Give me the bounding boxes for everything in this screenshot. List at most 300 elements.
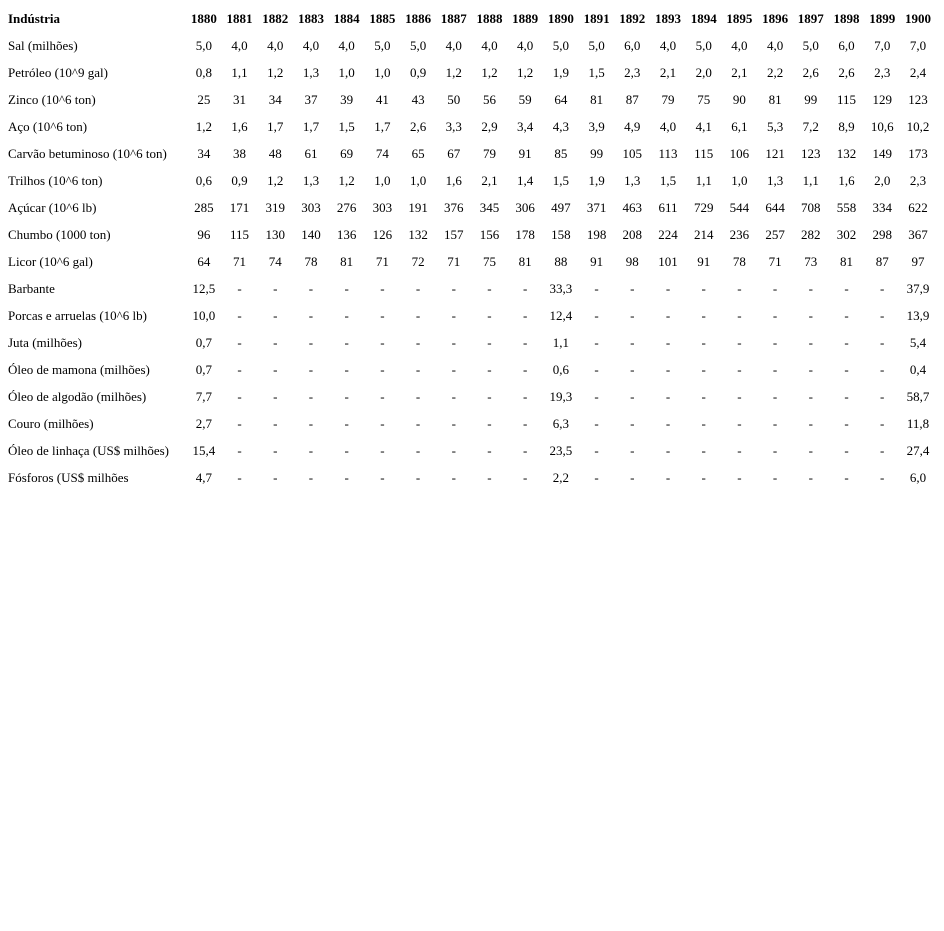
value-cell: 729 [693,199,714,215]
value-cell: 78 [732,253,746,269]
value-cell: - [772,361,778,377]
value-cell: - [308,415,314,431]
value-cell: 71 [768,253,782,269]
value-cell: 0,7 [195,334,212,350]
value-cell: 2,6 [409,118,427,134]
value-cell: - [415,415,421,431]
row-label: Barbante [8,280,55,296]
value-cell: 69 [340,145,354,161]
value-cell: - [808,442,813,458]
value-cell: 7,0 [909,37,927,53]
value-cell: 0,4 [909,361,927,377]
value-cell: 132 [408,226,428,242]
value-cell: - [523,415,528,431]
table-row [8,356,936,383]
value-cell: 376 [444,199,464,215]
value-cell: 544 [729,199,750,215]
value-cell: 5,0 [552,37,569,53]
value-cell: 126 [372,226,393,242]
value-cell: 173 [908,145,928,161]
value-cell: - [808,334,813,350]
value-cell: - [237,415,242,431]
value-cell: - [737,334,742,350]
row-label: Petróleo (10^9 gal) [8,64,108,80]
value-cell: - [594,361,599,377]
value-cell: - [701,334,706,350]
value-cell: 4,3 [552,118,569,134]
value-cell: 136 [336,226,357,242]
value-cell: - [772,469,778,485]
table-row [8,302,936,329]
value-cell: 59 [518,91,532,107]
value-cell: 334 [872,199,892,215]
value-cell: - [772,334,778,350]
value-cell: 75 [482,253,496,269]
value-cell: - [344,334,349,350]
value-cell: 6,0 [624,37,641,53]
row-label: Óleo de algodão (milhões) [8,388,147,404]
value-cell: 2,0 [695,64,712,80]
value-cell: 64 [197,253,211,269]
value-cell: - [844,415,849,431]
value-cell: 208 [622,226,643,242]
value-cell: 6,1 [731,118,748,134]
value-cell: 123 [801,145,821,161]
value-cell: 1,0 [374,64,391,80]
value-cell: 302 [836,226,857,242]
value-cell: 4,0 [517,37,534,53]
value-cell: - [808,307,813,323]
table-row [8,329,936,356]
row-label: Aço (10^6 ton) [8,118,88,134]
value-cell: 19,3 [549,388,573,404]
column-header-year: 1900 [905,10,932,26]
value-cell: 81 [518,253,532,269]
value-cell: 158 [551,226,571,242]
value-cell: 12,4 [549,307,573,323]
value-cell: 1,7 [374,118,391,134]
value-cell: - [344,280,349,296]
value-cell: 91 [590,253,604,269]
value-cell: 4,0 [445,37,462,53]
table-row [8,59,936,86]
value-cell: 1,4 [517,172,534,188]
value-cell: 276 [336,199,357,215]
value-cell: 4,9 [624,118,641,134]
value-cell: 1,7 [302,118,320,134]
value-cell: 58,7 [906,388,930,404]
value-cell: - [808,361,813,377]
value-cell: 6,0 [909,469,927,485]
value-cell: - [880,307,885,323]
value-cell: 4,0 [766,37,784,53]
value-cell: - [844,334,849,350]
value-cell: - [380,307,385,323]
value-cell: - [630,415,635,431]
value-cell: - [665,469,671,485]
table-row [8,437,936,464]
value-cell: - [594,442,599,458]
column-header-year: 1897 [797,10,824,26]
value-cell: 4,0 [731,37,748,53]
value-cell: - [237,334,242,350]
value-cell: - [665,280,671,296]
value-cell: 5,0 [409,37,427,53]
value-cell: - [665,361,671,377]
column-header-year: 1890 [547,10,574,26]
value-cell: - [844,361,849,377]
value-cell: - [808,415,813,431]
value-cell: 37,9 [906,280,930,296]
value-cell: 298 [872,226,892,242]
table-row [8,383,936,410]
value-cell: 4,1 [695,118,712,134]
value-cell: - [701,469,706,485]
row-label: Carvão betuminoso (10^6 ton) [8,145,167,161]
column-header-year: 1894 [690,10,717,26]
value-cell: 5,0 [374,37,391,53]
value-cell: - [487,415,492,431]
value-cell: - [844,442,849,458]
value-cell: - [594,307,599,323]
row-label: Trilhos (10^6 ton) [8,172,103,188]
row-label: Óleo de mamona (milhões) [8,361,150,377]
value-cell: 157 [444,226,464,242]
value-cell: - [308,361,314,377]
value-cell: - [665,388,671,404]
value-cell: - [808,469,813,485]
value-cell: - [630,388,635,404]
value-cell: 98 [625,253,639,269]
table-row [8,464,936,491]
value-cell: 3,3 [445,118,462,134]
value-cell: - [523,469,528,485]
value-cell: 1,1 [802,172,819,188]
table-row [8,167,936,194]
value-cell: 1,9 [552,64,569,80]
value-cell: - [594,388,599,404]
row-label: Açúcar (10^6 lb) [8,199,97,215]
value-cell: 73 [804,253,818,269]
value-cell: 37 [304,91,318,107]
value-cell: - [273,442,278,458]
table-head [8,5,936,32]
table-row [8,113,936,140]
value-cell: 367 [908,226,928,242]
value-cell: - [523,334,528,350]
value-cell: 156 [479,226,500,242]
value-cell: - [273,469,278,485]
value-cell: 132 [836,145,857,161]
value-cell: 1,2 [517,64,534,80]
value-cell: - [844,280,849,296]
value-cell: - [415,442,421,458]
value-cell: 91 [697,253,711,269]
value-cell: 257 [765,226,785,242]
value-cell: - [451,415,456,431]
value-cell: - [737,469,742,485]
value-cell: 303 [301,199,321,215]
value-cell: - [487,469,492,485]
column-header-year: 1881 [226,10,253,26]
column-header-year: 1880 [190,10,217,26]
value-cell: - [237,442,242,458]
value-cell: - [523,442,528,458]
value-cell: 2,0 [874,172,891,188]
value-cell: 611 [658,199,678,215]
value-cell: - [237,307,242,323]
table-row [8,32,936,59]
value-cell: - [344,469,349,485]
column-header-industry: Indústria [8,10,61,26]
value-cell: - [415,388,421,404]
value-cell: 65 [411,145,425,161]
value-cell: 558 [836,199,857,215]
value-cell: 50 [447,91,461,107]
column-header-year: 1887 [440,10,467,26]
value-cell: 4,7 [195,469,212,485]
column-header-year: 1896 [762,10,789,26]
value-cell: - [630,334,635,350]
value-cell: 1,2 [195,118,212,134]
value-cell: - [523,307,528,323]
value-cell: 5,0 [802,37,819,53]
value-cell: 71 [447,253,461,269]
value-cell: 191 [408,199,428,215]
value-cell: - [487,334,492,350]
value-cell: 123 [908,91,928,107]
table-row [8,248,936,275]
value-cell: - [523,280,528,296]
value-cell: - [380,388,385,404]
value-cell: - [415,280,421,296]
value-cell: 99 [804,91,818,107]
value-cell: - [880,334,885,350]
value-cell: - [451,280,456,296]
value-cell: 2,2 [552,469,569,485]
row-label: Fósforos (US$ milhões [8,469,129,485]
value-cell: 74 [375,145,389,161]
value-cell: 115 [694,145,714,161]
value-cell: 1,6 [445,172,462,188]
value-cell: 81 [340,253,354,269]
value-cell: - [772,415,778,431]
value-cell: 319 [265,199,285,215]
value-cell: 7,0 [874,37,891,53]
value-cell: - [594,415,599,431]
value-cell: 0,9 [231,172,248,188]
value-cell: 1,0 [374,172,391,188]
value-cell: 644 [765,199,785,215]
value-cell: - [665,415,671,431]
value-cell: 285 [194,199,214,215]
value-cell: 130 [265,226,285,242]
value-cell: 0,8 [195,64,212,80]
value-cell: 67 [447,145,461,161]
value-cell: 3,9 [588,118,605,134]
value-cell: - [415,469,421,485]
value-cell: 2,1 [659,64,677,80]
value-cell: 4,0 [267,37,284,53]
value-cell: - [880,388,885,404]
value-cell: - [701,442,706,458]
value-cell: - [237,361,242,377]
value-cell: 31 [233,91,247,107]
value-cell: - [630,307,635,323]
column-header-year: 1899 [869,10,896,26]
value-cell: 75 [697,91,711,107]
value-cell: - [344,307,349,323]
value-cell: 15,4 [192,442,216,458]
value-cell: - [451,388,456,404]
value-cell: 6,3 [552,415,569,431]
value-cell: - [273,415,278,431]
value-cell: 1,3 [302,172,320,188]
value-cell: - [237,388,242,404]
value-cell: - [415,361,421,377]
value-cell: - [594,334,599,350]
value-cell: 622 [908,199,928,215]
value-cell: 81 [840,253,853,269]
value-cell: 2,6 [802,64,819,80]
value-cell: - [665,334,671,350]
value-cell: - [273,361,278,377]
value-cell: - [737,442,742,458]
value-cell: 81 [768,91,782,107]
value-cell: 1,3 [766,172,784,188]
value-cell: - [630,469,635,485]
value-cell: 708 [801,199,821,215]
table-body [8,32,936,491]
value-cell: 4,0 [302,37,320,53]
value-cell: 61 [304,145,318,161]
value-cell: - [308,334,314,350]
table-row [8,194,936,221]
value-cell: 1,5 [552,172,569,188]
value-cell: 6,0 [838,37,855,53]
row-label: Óleo de linhaça (US$ milhões) [8,442,170,458]
value-cell: 78 [304,253,318,269]
value-cell: - [344,361,349,377]
row-label: Licor (10^6 gal) [8,253,93,269]
value-cell: - [308,469,314,485]
value-cell: 34 [197,145,211,161]
value-cell: - [487,361,492,377]
value-cell: 224 [658,226,678,242]
value-cell: 10,6 [870,118,894,134]
value-cell: 236 [729,226,750,242]
value-cell: - [487,280,492,296]
value-cell: 87 [875,253,889,269]
value-cell: 4,0 [338,37,355,53]
value-cell: 34 [268,91,282,107]
column-header-year: 1888 [476,10,503,26]
value-cell: 91 [518,145,532,161]
row-label: Couro (milhões) [8,415,94,431]
value-cell: 2,1 [481,172,498,188]
value-cell: - [380,361,385,377]
value-cell: 5,4 [909,334,927,350]
value-cell: 25 [197,91,211,107]
value-cell: - [415,307,421,323]
industry-table [8,5,936,491]
column-header-year: 1884 [333,10,360,26]
value-cell: - [737,361,742,377]
value-cell: - [665,442,671,458]
value-cell: 4,0 [659,118,677,134]
value-cell: - [380,469,385,485]
value-cell: 41 [375,91,389,107]
row-label: Juta (milhões) [8,334,83,350]
value-cell: 2,3 [909,172,927,188]
table-header-row [8,5,936,32]
table-row [8,410,936,437]
value-cell: 1,9 [588,172,605,188]
value-cell: - [308,307,314,323]
value-cell: - [451,361,456,377]
value-cell: 129 [872,91,892,107]
value-cell: 5,0 [588,37,605,53]
value-cell: - [523,361,528,377]
value-cell: 1,2 [481,64,498,80]
value-cell: 115 [836,91,857,107]
value-cell: 88 [554,253,568,269]
value-cell: - [772,442,778,458]
value-cell: 2,3 [624,64,641,80]
value-cell: 303 [372,199,393,215]
value-cell: - [344,388,349,404]
value-cell: - [630,361,635,377]
value-cell: - [665,307,671,323]
value-cell: 4,0 [481,37,498,53]
value-cell: - [630,280,635,296]
value-cell: 1,3 [624,172,641,188]
value-cell: - [880,469,885,485]
value-cell: 1,2 [267,172,284,188]
value-cell: - [594,280,599,296]
value-cell: 0,6 [195,172,212,188]
value-cell: 39 [340,91,354,107]
value-cell: - [237,469,242,485]
value-cell: 90 [732,91,746,107]
value-cell: - [523,388,528,404]
column-header-year: 1891 [583,10,610,26]
value-cell: 101 [658,253,678,269]
value-cell: - [273,334,278,350]
column-header-year: 1892 [619,10,646,26]
value-cell: 1,0 [409,172,427,188]
value-cell: - [701,307,706,323]
value-cell: 1,2 [338,172,355,188]
value-cell: 214 [693,226,714,242]
value-cell: 48 [268,145,282,161]
value-cell: 85 [554,145,568,161]
value-cell: 81 [590,91,604,107]
value-cell: 2,6 [838,64,855,80]
value-cell: - [451,307,456,323]
value-cell: - [701,415,706,431]
value-cell: 56 [482,91,496,107]
value-cell: 2,9 [481,118,498,134]
value-cell: 64 [554,91,568,107]
value-cell: 149 [872,145,892,161]
value-cell: - [273,280,278,296]
value-cell: 27,4 [906,442,930,458]
row-label: Chumbo (1000 ton) [8,226,111,242]
value-cell: 1,5 [588,64,605,80]
value-cell: 113 [658,145,678,161]
value-cell: - [772,388,778,404]
